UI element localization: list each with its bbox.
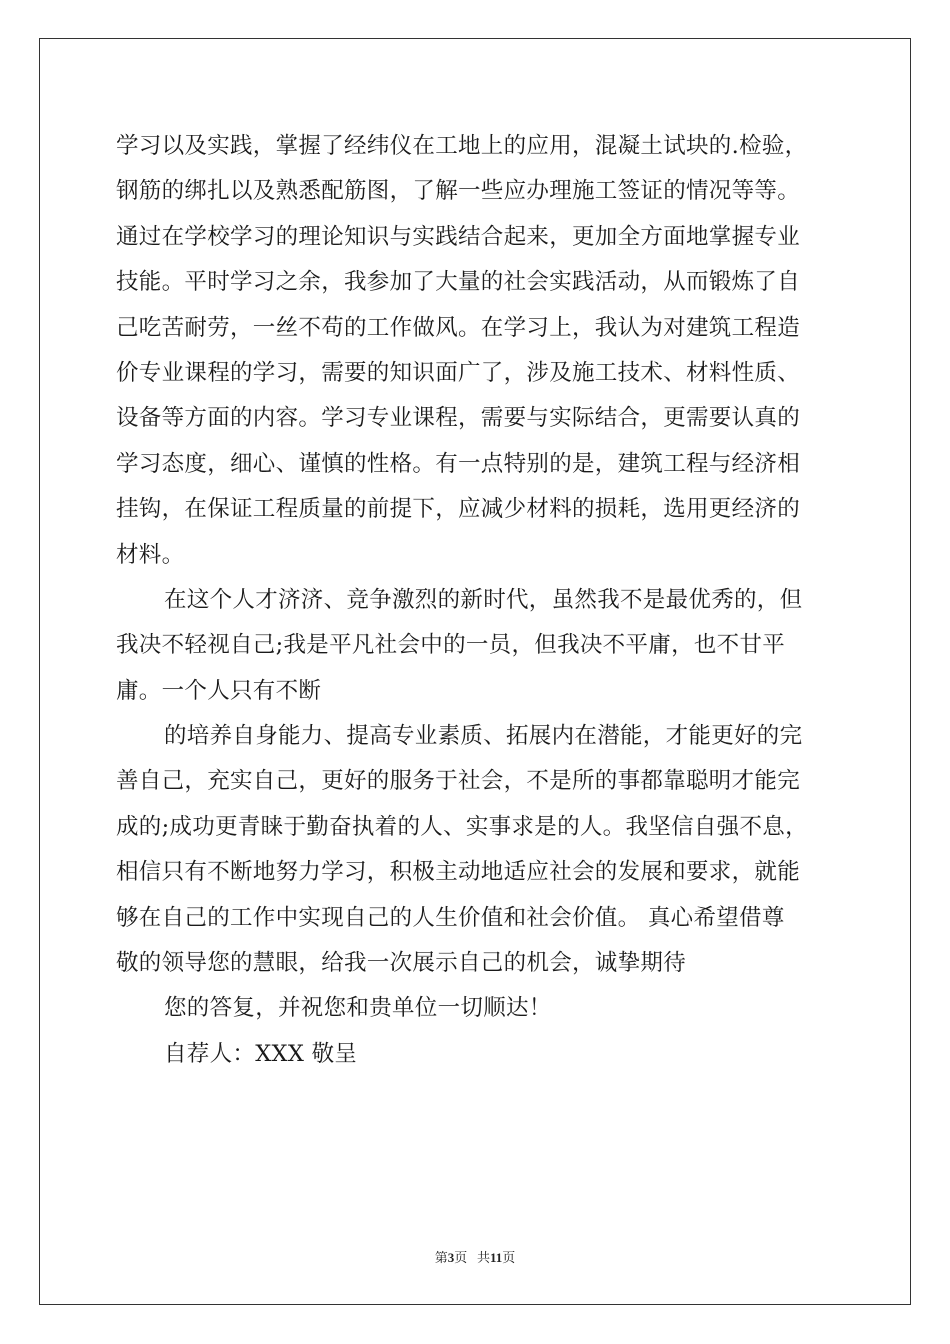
text-line: 的培养自身能力、提高专业素质、拓展内在潜能，才能更好的完 (164, 723, 803, 750)
text-line: 您的答复，并祝您和贵单位一切顺达！ (164, 995, 552, 1022)
text-line: 成的;成功更青睐于勤奋执着的人、实事求是的人。我坚信自强不息， (116, 813, 808, 840)
text-line: 善自己，充实自己，更好的服务于社会，不是所的事都靠聪明才能完 (116, 768, 801, 795)
text-line: 技能。平时学习之余，我参加了大量的社会实践活动，从而锻炼了自 (116, 269, 801, 296)
footer-total-pages: 11 (489, 1250, 503, 1265)
footer-current-page: 3 (447, 1250, 455, 1265)
page-footer (0, 1247, 950, 1266)
text-line: 价专业课程的学习，需要的知识面广了，涉及施工技术、材料性质、 (116, 359, 801, 386)
text-line: 在这个人才济济、竞争激烈的新时代，虽然我不是最优秀的，但 (164, 586, 803, 613)
footer-prefix: 第 (434, 1250, 448, 1265)
text-line: 我决不轻视自己;我是平凡社会中的一员，但我决不平庸，也不甘平 (116, 632, 786, 659)
text-line: 自荐人：XXX 敬呈 (164, 1040, 358, 1067)
text-line: 钢筋的绑扎以及熟悉配筋图，了解一些应办理施工签证的情况等等。 (116, 178, 801, 205)
document-body (116, 124, 836, 1077)
text-line: 通过在学校学习的理论知识与实践结合起来，更加全方面地掌握专业 (116, 223, 801, 250)
footer-page-suffix: 页 (454, 1250, 468, 1265)
text-line: 相信只有不断地努力学习，积极主动地适应社会的发展和要求，就能 (116, 859, 801, 886)
footer-total-suffix: 页 (502, 1250, 516, 1265)
footer-total-prefix: 共 (476, 1250, 490, 1265)
text-line: 学习以及实践，掌握了经纬仪在工地上的应用，混凝土试块的.检验， (116, 133, 808, 159)
text-line: 够在自己的工作中实现自己的人生价值和社会价值。 真心希望借尊 (116, 904, 785, 931)
text-line: 设备等方面的内容。学习专业课程，需要与实际结合，更需要认真的 (116, 405, 801, 432)
text-line: 挂钩，在保证工程质量的前提下，应减少材料的损耗，选用更经济的 (116, 496, 801, 523)
text-line: 己吃苦耐劳，一丝不苟的工作做风。在学习上，我认为对建筑工程造 (116, 314, 801, 341)
text-line: 学习态度，细心、谨慎的性格。有一点特别的是，建筑工程与经济相 (116, 450, 801, 477)
text-line: 敬的领导您的慧眼，给我一次展示自己的机会，诚挚期待 (116, 950, 687, 977)
text-line: 材料。 (116, 541, 185, 568)
text-line: 庸。一个人只有不断 (116, 677, 322, 704)
